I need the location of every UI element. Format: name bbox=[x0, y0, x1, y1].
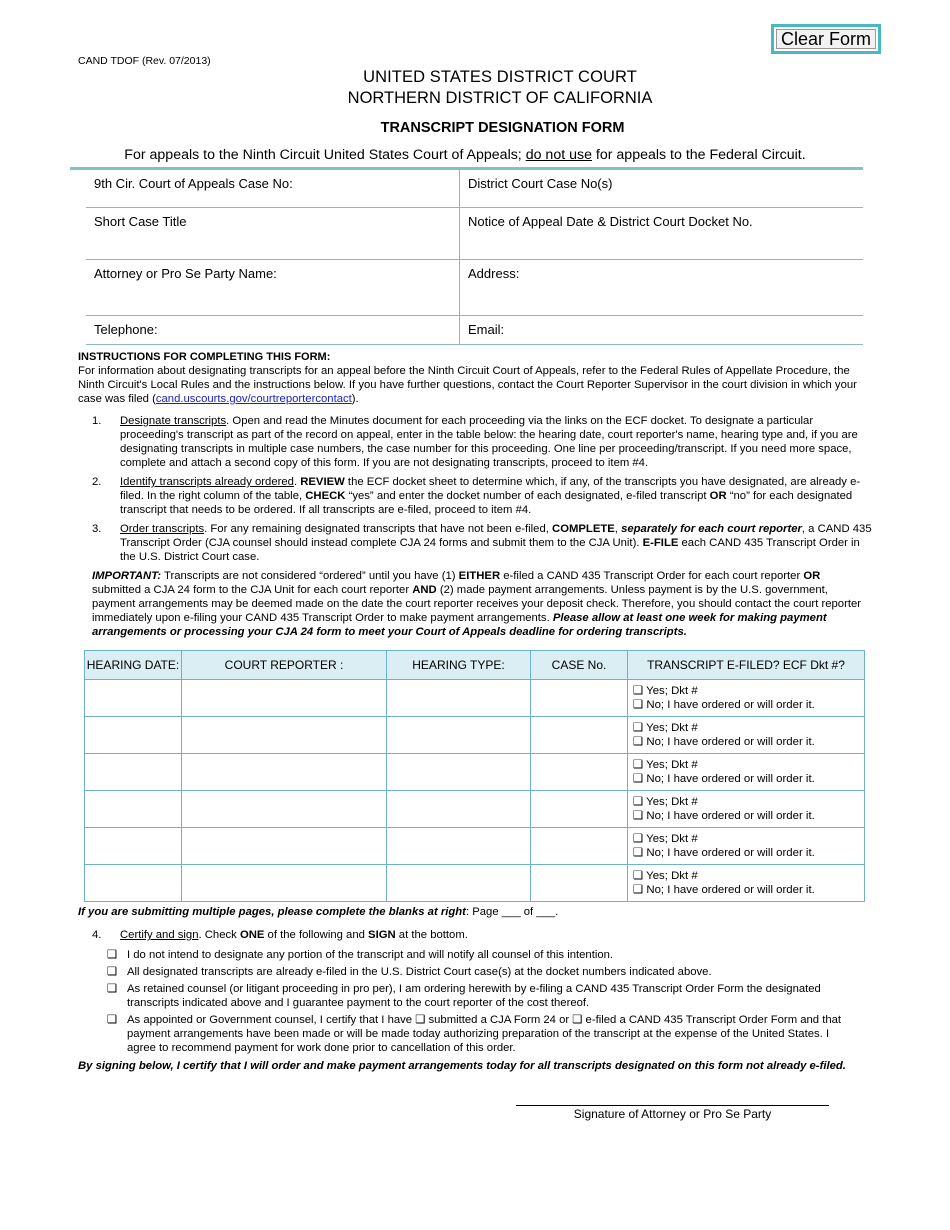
appeals-note: For appeals to the Ninth Circuit United States Court of Appeals; do not use for appeals to the Federal Circuit. bbox=[124, 147, 806, 163]
checkbox-icon[interactable]: ❑ bbox=[107, 949, 118, 961]
col-case-no: CASE No. bbox=[531, 651, 628, 680]
hearing-date-cell[interactable] bbox=[85, 680, 182, 717]
hearing-type-cell[interactable] bbox=[387, 680, 531, 717]
yes-checkbox[interactable]: ❑ Yes; Dkt # bbox=[633, 870, 698, 882]
efiled-cell bbox=[628, 865, 865, 902]
signature-line[interactable] bbox=[516, 1105, 829, 1106]
court-reporter-contact-link[interactable]: cand.uscourts.gov/courtreportercontact bbox=[155, 393, 352, 405]
table-row bbox=[85, 717, 865, 754]
table-row bbox=[85, 828, 865, 865]
no-checkbox[interactable]: ❑ No; I have ordered or will order it. bbox=[633, 884, 815, 896]
no-checkbox[interactable]: ❑ No; I have ordered or will order it. bbox=[633, 699, 815, 711]
table-row bbox=[85, 754, 865, 791]
col-court-reporter: COURT REPORTER : bbox=[182, 651, 387, 680]
certify-options bbox=[107, 948, 852, 1058]
instructions-heading: INSTRUCTIONS FOR COMPLETING THIS FORM: bbox=[78, 351, 331, 363]
yes-checkbox[interactable]: ❑ Yes; Dkt # bbox=[633, 796, 698, 808]
instruction-item-2: 2. Identify transcripts already ordered. REVIEW the ECF docket sheet to determine which, if any, of the transcripts you have designated, are already e-filed. In the right column of the table, CHECK “yes” and enter the docket number of each designated, e-filed transcript OR “no” for each designated transcript that needs to be ordered. If all transcripts are e-filed, proceed to item #4. bbox=[92, 476, 861, 516]
hearing-date-cell[interactable] bbox=[85, 865, 182, 902]
form-id: CAND TDOF (Rev. 07/2013) bbox=[78, 55, 211, 67]
court-reporter-cell[interactable] bbox=[182, 680, 387, 717]
efiled-cell bbox=[628, 791, 865, 828]
court-district: NORTHERN DISTRICT OF CALIFORNIA bbox=[347, 89, 653, 107]
instructions-intro: For information about designating transcripts for an appeal before the Ninth Circuit Court of Appeals, refer to the Federal Rules of Appellate Procedure, the Ninth Circuit's Local Rules and the instructions below. If you have further questions, contact the Court Reporter Supervisor in the court division in which your case was filed (cand.uscourts.gov/courtreportercontact). bbox=[78, 365, 857, 405]
court-reporter-cell[interactable] bbox=[182, 865, 387, 902]
multiple-pages-note: If you are submitting multiple pages, please complete the blanks at right: Page ___ of ___. bbox=[78, 906, 559, 918]
no-checkbox[interactable]: ❑ No; I have ordered or will order it. bbox=[633, 810, 815, 822]
district-case-field[interactable]: District Court Case No(s) bbox=[459, 170, 863, 207]
email-field[interactable]: Email: bbox=[459, 316, 863, 344]
attorney-name-field[interactable]: Attorney or Pro Se Party Name: bbox=[94, 266, 277, 281]
court-reporter-cell[interactable] bbox=[182, 791, 387, 828]
table-row bbox=[85, 791, 865, 828]
case-no-cell[interactable] bbox=[531, 680, 628, 717]
efiled-cell bbox=[628, 680, 865, 717]
case-no-cell[interactable] bbox=[531, 865, 628, 902]
no-checkbox[interactable]: ❑ No; I have ordered or will order it. bbox=[633, 773, 815, 785]
certify-option-4: ❑ As appointed or Government counsel, I certify that I have ❑ submitted a CJA Form 24 or ❑ e-filed a CAND 435 Transcript Order Form and that payment arrangements have been made or will be made today authorizing preparation of the transcript at the expense of the United States. I agree to recommend payment for work done prior to cancellation of this order. bbox=[107, 1014, 842, 1054]
case-no-cell[interactable] bbox=[531, 754, 628, 791]
telephone-field[interactable]: Telephone: bbox=[94, 322, 158, 337]
efiled-cell bbox=[628, 717, 865, 754]
checkbox-icon[interactable]: ❑ bbox=[107, 966, 118, 978]
court-reporter-cell[interactable] bbox=[182, 717, 387, 754]
clear-form-button[interactable]: Clear Form bbox=[771, 24, 881, 54]
hearing-type-cell[interactable] bbox=[387, 865, 531, 902]
hearing-date-cell[interactable] bbox=[85, 828, 182, 865]
court-name: UNITED STATES DISTRICT COURT bbox=[363, 68, 637, 86]
case-no-cell[interactable] bbox=[531, 717, 628, 754]
court-reporter-cell[interactable] bbox=[182, 754, 387, 791]
hearing-type-cell[interactable] bbox=[387, 717, 531, 754]
hearing-type-cell[interactable] bbox=[387, 754, 531, 791]
yes-checkbox[interactable]: ❑ Yes; Dkt # bbox=[633, 685, 698, 697]
checkbox-icon[interactable]: ❑ bbox=[107, 1014, 118, 1026]
notice-date-field[interactable]: Notice of Appeal Date & District Court Docket No. bbox=[459, 208, 863, 259]
case-info-grid bbox=[86, 170, 863, 345]
table-header-row bbox=[85, 651, 865, 680]
certify-heading: 4. Certify and sign. Check ONE of the following and SIGN at the bottom. bbox=[92, 929, 468, 941]
hearing-date-cell[interactable] bbox=[85, 717, 182, 754]
signature-label: Signature of Attorney or Pro Se Party bbox=[573, 1107, 772, 1121]
checkbox-icon[interactable]: ❑ bbox=[107, 983, 118, 995]
signing-note: By signing below, I certify that I will order and make payment arrangements today for all transcripts designated on this form not already e-filed. bbox=[78, 1060, 846, 1072]
efiled-cell bbox=[628, 828, 865, 865]
address-field[interactable]: Address: bbox=[459, 260, 863, 315]
no-checkbox[interactable]: ❑ No; I have ordered or will order it. bbox=[633, 736, 815, 748]
certify-option-1: ❑ I do not intend to designate any portion of the transcript and will notify all counsel of this intention. bbox=[107, 949, 614, 961]
table-row bbox=[85, 865, 865, 902]
certify-option-2: ❑ All designated transcripts are already e-filed in the U.S. District Court case(s) at the docket numbers indicated above. bbox=[107, 966, 712, 978]
col-hearing-date: HEARING DATE: bbox=[85, 651, 182, 680]
case-no-cell[interactable] bbox=[531, 828, 628, 865]
transcript-table bbox=[84, 650, 865, 902]
short-title-field[interactable]: Short Case Title bbox=[94, 214, 187, 229]
col-transcript-efiled: TRANSCRIPT E-FILED? ECF Dkt #? bbox=[628, 651, 865, 680]
hearing-date-cell[interactable] bbox=[85, 791, 182, 828]
form-title: TRANSCRIPT DESIGNATION FORM bbox=[380, 120, 625, 136]
hearing-type-cell[interactable] bbox=[387, 791, 531, 828]
important-note: IMPORTANT: Transcripts are not considered “ordered” until you have (1) EITHER e-filed a CAND 435 Transcript Order for each court reporter OR submitted a CJA 24 form to the CJA Unit for each court reporter AND (2) made payment arrangements. Unless payment is by the U.S. government, payment arrangements may be deemed made on the date the court reporter receives your deposit check. Therefore, you should contact the court reporter immediately upon e-filing your CAND 435 Transcript Order to make payment arrangements. Please allow at least one week for making payment arrangements or processing your CJA 24 form to meet your Court of Appeals deadline for ordering transcripts. bbox=[92, 570, 862, 638]
efiled-cell bbox=[628, 754, 865, 791]
court-reporter-cell[interactable] bbox=[182, 828, 387, 865]
instruction-item-1: 1. Designate transcripts. Open and read the Minutes document for each proceeding via the links on the ECF docket. To designate a particular proceeding's transcript as part of the record on appeal, enter in the table below: the hearing date, court reporter's name, hearing type and, if you are designating transcripts in multiple case numbers, the case number for this proceeding. One line per proceeding/transcript. If you need more space, complete and attach a second copy of this form. If you are not designating transcripts, proceed to item #4. bbox=[92, 415, 858, 469]
case-no-cell[interactable] bbox=[531, 791, 628, 828]
instructions bbox=[78, 350, 873, 406]
col-hearing-type: HEARING TYPE: bbox=[387, 651, 531, 680]
ninth-circuit-case-field[interactable]: 9th Cir. Court of Appeals Case No: bbox=[94, 176, 293, 191]
yes-checkbox[interactable]: ❑ Yes; Dkt # bbox=[633, 759, 698, 771]
table-row bbox=[85, 680, 865, 717]
no-checkbox[interactable]: ❑ No; I have ordered or will order it. bbox=[633, 847, 815, 859]
yes-checkbox[interactable]: ❑ Yes; Dkt # bbox=[633, 833, 698, 845]
certify-option-3: ❑ As retained counsel (or litigant proceeding in pro per), I am ordering herewith by e-filing a CAND 435 Transcript Order Form the designated transcripts indicated above and I guarantee payment to the court reporter of the cost thereof. bbox=[107, 983, 821, 1009]
yes-checkbox[interactable]: ❑ Yes; Dkt # bbox=[633, 722, 698, 734]
hearing-date-cell[interactable] bbox=[85, 754, 182, 791]
instruction-item-3: 3. Order transcripts. For any remaining designated transcripts that have not been e-filed, COMPLETE, separately for each court reporter, a CAND 435 Transcript Order (CJA counsel should instead complete CJA 24 forms and submit them to the CJA Unit). E-FILE each CAND 435 Transcript Order in the U.S. District Court case. bbox=[92, 523, 872, 563]
hearing-type-cell[interactable] bbox=[387, 828, 531, 865]
